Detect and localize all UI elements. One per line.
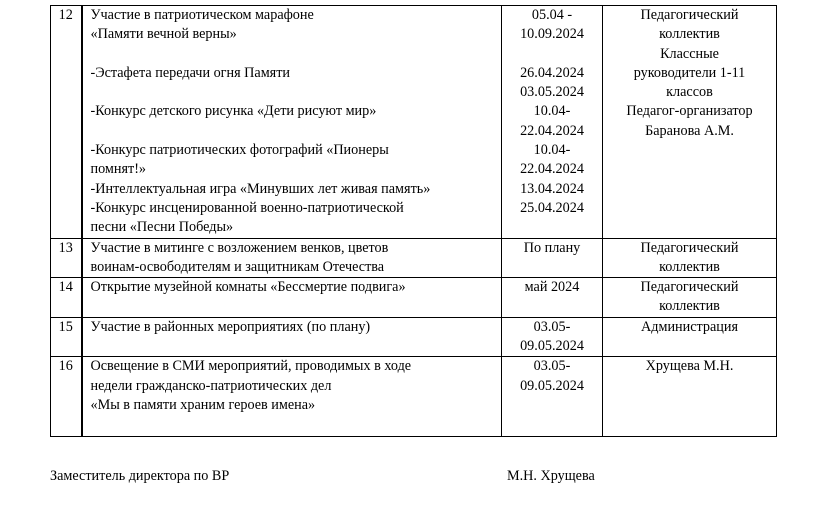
responsible-line: коллектив: [659, 258, 720, 275]
event-line: Участие в митинге с возложением венков, цветов: [90, 239, 389, 256]
date-line: 26.04.2024: [520, 64, 584, 81]
spacer: [502, 45, 602, 64]
dates-cell: [502, 357, 603, 437]
responsible-line: Педагог-организатор: [626, 103, 753, 120]
event-cell: [82, 238, 502, 278]
table-row: [51, 317, 777, 357]
dates-cell: [502, 278, 603, 318]
spacer: [91, 83, 498, 102]
date-line: 03.05-: [533, 358, 571, 375]
responsible-line: коллектив: [659, 298, 720, 315]
event-line: Открытие музейной комнаты «Бессмертие подвига»: [90, 279, 406, 296]
table-row: [51, 238, 777, 278]
responsible-cell: [603, 357, 777, 437]
responsible-line: руководители 1-11: [633, 64, 746, 81]
spacer: [91, 45, 498, 64]
date-line: 22.04.2024: [520, 122, 584, 139]
event-line: Участие в патриотическом марафоне: [90, 7, 314, 23]
event-cell: [82, 6, 502, 239]
date-line: 10.04-: [533, 142, 571, 159]
responsible-line: Педагогический: [640, 7, 739, 23]
events-table: [50, 5, 777, 437]
responsible-line: Хрущева М.Н.: [645, 358, 734, 375]
date-line: 25.04.2024: [520, 199, 584, 216]
event-line: песни «Песни Победы»: [90, 219, 234, 236]
event-line: Участие в районных мероприятиях (по плану): [90, 318, 371, 335]
responsible-line: Педагогический: [640, 279, 739, 296]
event-line: -Интеллектуальная игра «Минувших лет живая память»: [90, 180, 431, 197]
responsible-line: Администрация: [641, 318, 738, 335]
date-line: 22.04.2024: [520, 161, 584, 178]
event-line: -Конкурс детского рисунка «Дети рисуют мир»: [90, 103, 377, 120]
responsible-line: Педагогический: [640, 239, 739, 256]
row-number: 12: [51, 6, 82, 239]
date-line: 10.09.2024: [520, 26, 584, 43]
event-cell: [82, 357, 502, 437]
responsible-line: Баранова А.М.: [645, 122, 734, 139]
responsible-line: коллектив: [659, 26, 720, 43]
spacer: [91, 122, 498, 141]
event-line: «Мы в памяти храним героев имена»: [90, 396, 316, 413]
event-line: Освещение в СМИ мероприятий, проводимых в ходе: [90, 358, 412, 375]
event-line: -Конкурс патриотических фотографий «Пионеры: [90, 142, 389, 159]
responsible-cell: [603, 6, 777, 239]
responsible-line: классов: [666, 84, 713, 101]
event-line: -Конкурс инсценированной военно-патриотической: [90, 199, 404, 216]
row-number: 15: [51, 317, 82, 357]
event-line: воинам-освободителям и защитникам Отечества: [90, 258, 385, 275]
event-line: недели гражданско-патриотических дел: [90, 377, 332, 394]
signatory-position: Заместитель директора по ВР: [50, 468, 230, 484]
event-cell: [82, 317, 502, 357]
row-number: 13: [51, 238, 82, 278]
event-cell: [82, 278, 502, 318]
signatory-name: М.Н. Хрущева: [507, 468, 595, 484]
event-line: помнят!»: [90, 161, 147, 178]
responsible-cell: [603, 317, 777, 357]
dates-cell: [502, 6, 603, 239]
event-line: «Памяти вечной верны»: [90, 26, 237, 43]
event-line: -Эстафета передачи огня Памяти: [90, 64, 290, 81]
date-line: 10.04-: [533, 103, 571, 120]
table-row: [51, 278, 777, 318]
responsible-cell: [603, 278, 777, 318]
row-number: 14: [51, 278, 82, 318]
dates-cell: [502, 238, 603, 278]
responsible-line: Классные: [660, 45, 719, 62]
date-line: 09.05.2024: [520, 377, 584, 394]
date-line: 03.05-: [533, 318, 571, 335]
date-line: 03.05.2024: [520, 84, 584, 101]
table-row: [51, 6, 777, 239]
date-line: 09.05.2024: [520, 338, 584, 355]
date-line: май 2024: [524, 279, 580, 296]
row-number: 16: [51, 357, 82, 437]
table-row: [51, 357, 777, 437]
date-line: 05.04 -: [531, 7, 573, 23]
date-line: По плану: [523, 239, 581, 256]
responsible-cell: [603, 238, 777, 278]
dates-cell: [502, 317, 603, 357]
date-line: 13.04.2024: [520, 180, 584, 197]
